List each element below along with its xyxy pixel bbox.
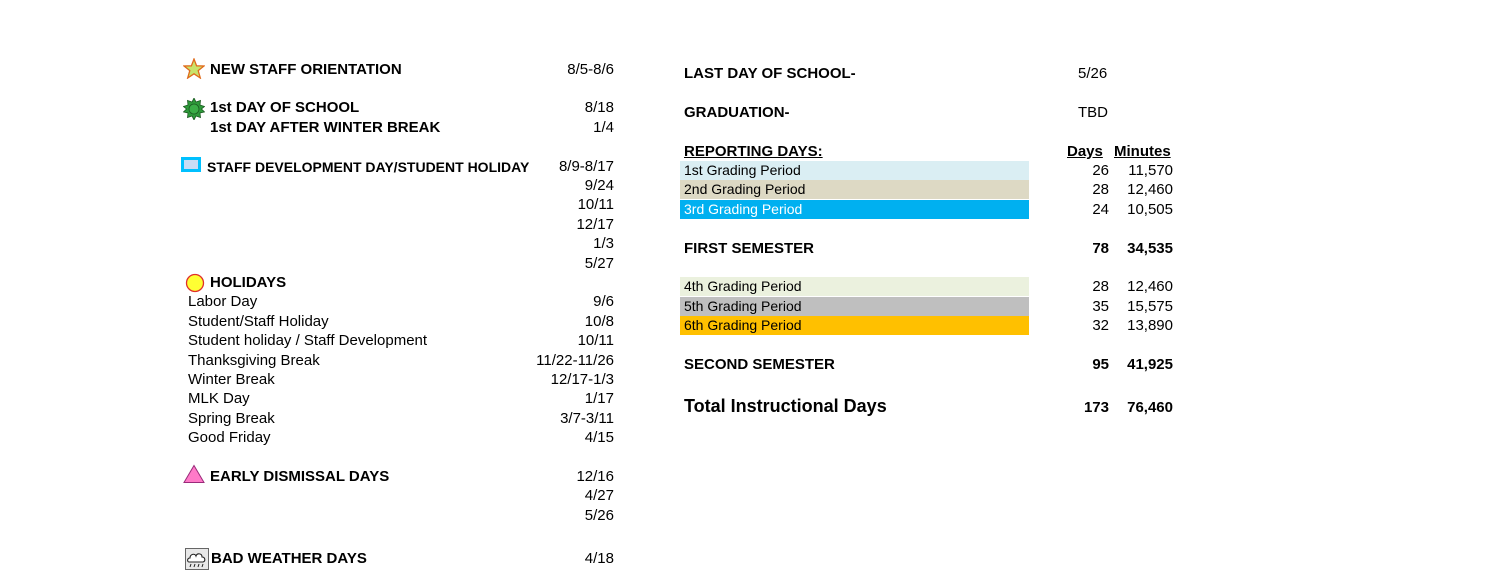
staff-dev-label: STAFF DEVELOPMENT DAY/STUDENT HOLIDAY	[207, 159, 530, 175]
after-break-label: 1st DAY AFTER WINTER BREAK	[210, 119, 441, 136]
holiday-name: Thanksgiving Break	[188, 352, 320, 369]
minutes-column-header: Minutes	[1114, 143, 1171, 160]
star-icon	[183, 58, 205, 79]
after-break-date: 1/4	[593, 119, 614, 136]
first-semester-label: FIRST SEMESTER	[684, 240, 815, 257]
staff-dev-date: 8/9-8/17	[558, 158, 614, 175]
holiday-date: 4/15	[584, 429, 614, 446]
grading-period-row	[680, 180, 1029, 199]
grading-period-days: 35	[1092, 298, 1109, 315]
holiday-name: Student/Staff Holiday	[188, 313, 329, 330]
first-semester-minutes: 34,535	[1127, 240, 1173, 257]
second-semester-minutes: 41,925	[1127, 356, 1173, 373]
first-day-label: 1st DAY OF SCHOOL	[210, 99, 360, 116]
holiday-name: Winter Break	[188, 371, 275, 388]
grading-period-name: 6th Grading Period	[684, 317, 802, 333]
holidays-label: HOLIDAYS	[210, 274, 287, 291]
holiday-date: 1/17	[584, 390, 614, 407]
staff-dev-date: 1/3	[593, 235, 614, 252]
early-dismissal-date: 4/27	[584, 487, 614, 504]
holiday-name: Labor Day	[188, 293, 258, 310]
graduation-value: TBD	[1078, 104, 1108, 121]
grading-period-row	[680, 297, 1029, 316]
holiday-name: Good Friday	[188, 429, 271, 446]
pink-triangle-icon	[183, 464, 205, 484]
second-semester-days: 95	[1092, 356, 1109, 373]
staff-dev-date: 10/11	[577, 196, 614, 213]
grading-period-minutes: 12,460	[1127, 181, 1173, 198]
total-days: 173	[1083, 399, 1109, 416]
holiday-date: 12/17-1/3	[550, 371, 614, 388]
grading-period-row	[680, 316, 1029, 335]
grading-period-name: 5th Grading Period	[684, 298, 802, 314]
last-day-value: 5/26	[1078, 65, 1108, 82]
days-column-header: Days	[1067, 143, 1103, 160]
holiday-date: 9/6	[593, 293, 614, 310]
grading-period-row	[680, 161, 1029, 180]
first-day-date: 8/18	[584, 99, 614, 116]
graduation-label: GRADUATION-	[684, 104, 790, 121]
bad-weather-label: BAD WEATHER DAYS	[211, 550, 367, 567]
total-instructional-days-label: Total Instructional Days	[684, 396, 887, 416]
staff-dev-date: 12/17	[576, 216, 614, 233]
early-dismissal-label: EARLY DISMISSAL DAYS	[210, 468, 390, 485]
cloud-icon	[185, 548, 209, 570]
grading-period-name: 3rd Grading Period	[684, 201, 803, 217]
yellow-circle-icon	[185, 273, 205, 293]
holiday-name: Spring Break	[188, 410, 275, 427]
holiday-name: MLK Day	[188, 390, 250, 407]
blue-rectangle-icon	[181, 157, 201, 172]
last-day-label: LAST DAY OF SCHOOL-	[684, 65, 856, 82]
staff-dev-date: 5/27	[584, 255, 614, 272]
grading-period-name: 2nd Grading Period	[684, 181, 806, 197]
grading-period-name: 4th Grading Period	[684, 278, 802, 294]
holiday-date: 10/8	[584, 313, 614, 330]
grading-period-minutes: 10,505	[1127, 201, 1173, 218]
holiday-date: 11/22-11/26	[536, 352, 614, 369]
grading-period-row	[680, 277, 1029, 296]
second-semester-label: SECOND SEMESTER	[684, 356, 835, 373]
green-sun-icon	[183, 98, 205, 120]
grading-period-minutes: 13,890	[1127, 317, 1173, 334]
holiday-name: Student holiday / Staff Development	[188, 332, 428, 349]
bad-weather-date: 4/18	[584, 550, 614, 567]
grading-period-name: 1st Grading Period	[684, 162, 801, 178]
grading-period-days: 26	[1092, 162, 1109, 179]
grading-period-minutes: 12,460	[1127, 278, 1173, 295]
grading-period-days: 28	[1092, 181, 1109, 198]
grading-period-minutes: 11,570	[1128, 162, 1173, 179]
early-dismissal-date: 5/26	[584, 507, 614, 524]
orientation-date: 8/5-8/6	[567, 61, 614, 78]
grading-period-minutes: 15,575	[1127, 298, 1173, 315]
grading-period-days: 28	[1092, 278, 1109, 295]
grading-period-days: 24	[1092, 201, 1109, 218]
total-minutes: 76,460	[1127, 399, 1173, 416]
reporting-days-label: REPORTING DAYS:	[684, 143, 823, 160]
orientation-label: NEW STAFF ORIENTATION	[210, 61, 402, 78]
grading-period-days: 32	[1092, 317, 1109, 334]
early-dismissal-date: 12/16	[576, 468, 614, 485]
grading-period-row	[680, 200, 1029, 219]
holiday-date: 3/7-3/11	[560, 410, 614, 427]
staff-dev-date: 9/24	[584, 177, 614, 194]
holiday-date: 10/11	[577, 332, 614, 349]
first-semester-days: 78	[1092, 240, 1109, 257]
